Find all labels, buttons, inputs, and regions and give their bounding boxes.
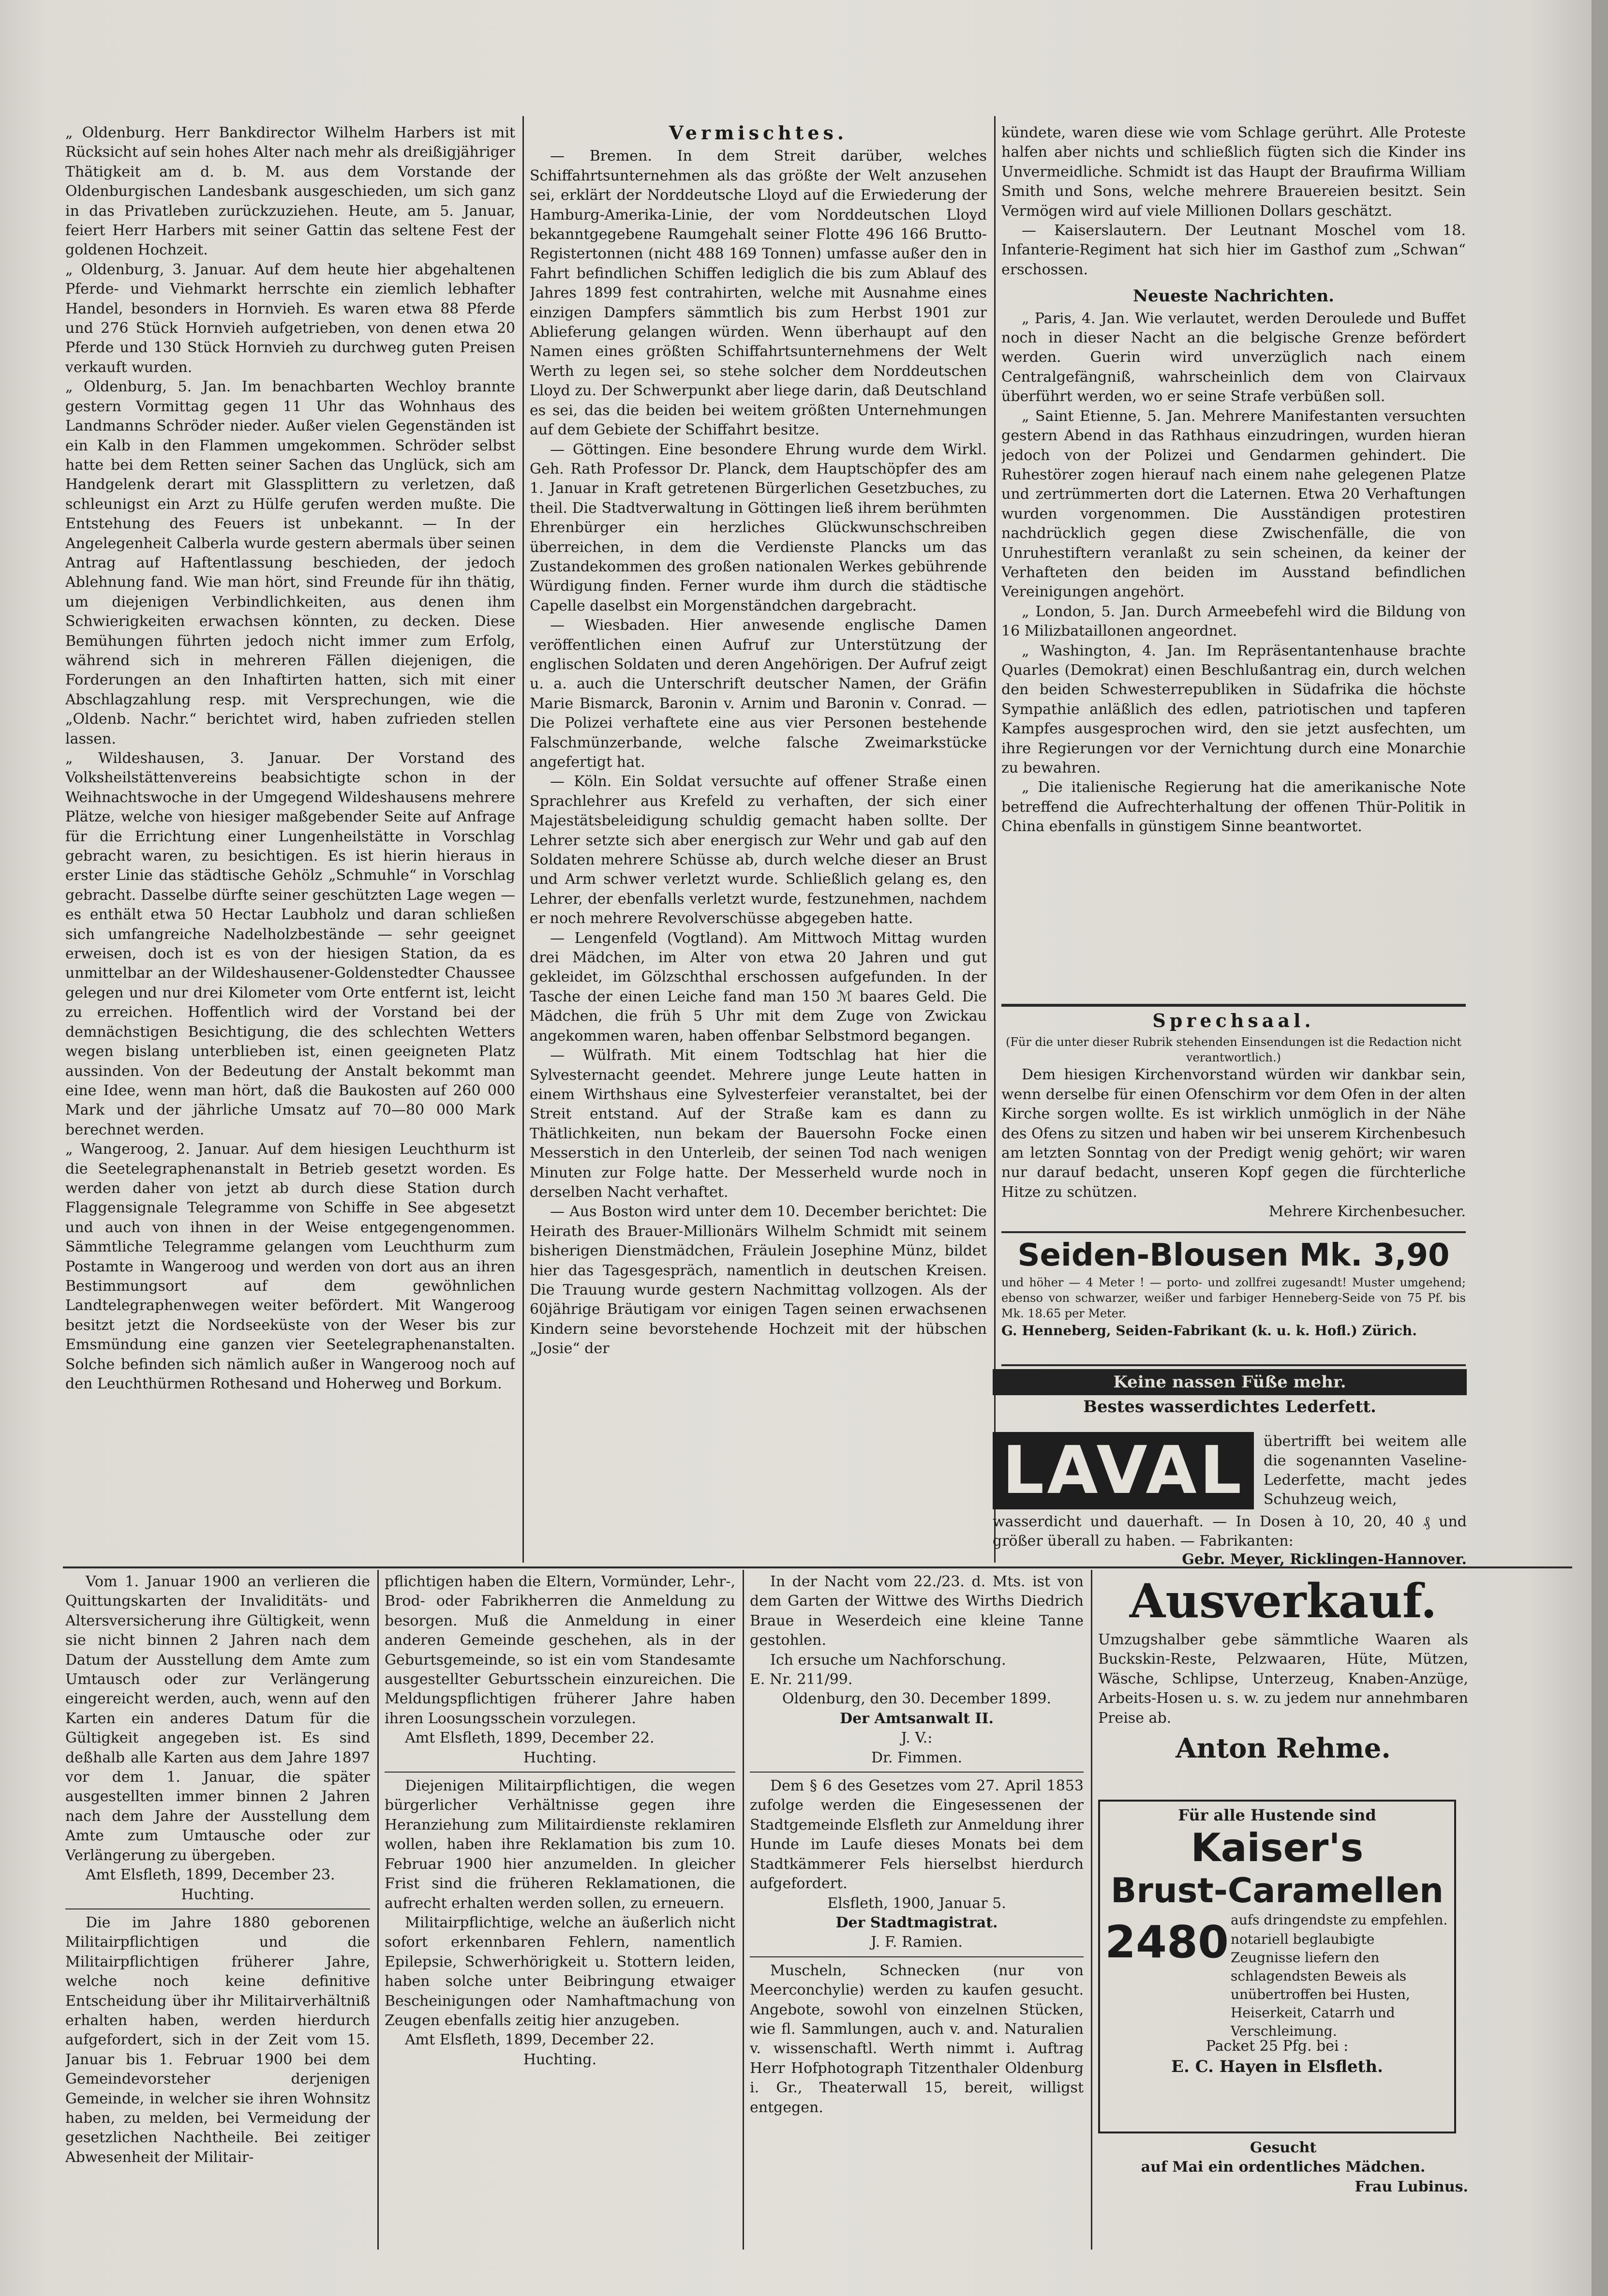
article-kaiserslautern: — Kaiserslautern. Der Leutnant Moschel vom 18. Infanterie-Regiment hat sich hier im Gasthof zum „Schwan“ erschossen.	[1001, 222, 1466, 278]
notice-signature: Huchting.	[523, 2051, 597, 2068]
column-rule	[522, 116, 524, 1563]
ad-kaisers-text: notariell beglaubigte Zeugnisse liefern den schlagendsten Beweis als unübertroffen bei Husten, Heiserkeit, Catarrh und Verschleimung.	[1231, 1931, 1410, 2039]
news-washington: „ Washington, 4. Jan. Im Repräsentantenhause brachte Quarles (Demokrat) einen Beschlußantrag ein, durch welchen den beiden Schwesterrepubliken in Südafrika die höchste Sympathie anläßlich des edlen, patriotischen und tapferen Kampfes ausgesprochen wird, den sie jetzt ausfechten, um ihre Regierungen vor der Vernichtung durch eine Monarchie zu bewahren.	[1001, 642, 1466, 776]
notice-rule	[385, 1772, 735, 1773]
notice-fehler: Militairpflichtige, welche an äußerlich nicht sofort erkennbaren Fehlern, namentlich Epilepsie, Schwerhörigkeit u. Stottern leiden, haben solche unter Beibringung etwaiger Bescheinigungen oder Namhaftmachung von Zeugen ebenfalls zeitig hier anzugeben.	[385, 1914, 735, 2029]
notice-rule	[750, 1772, 1084, 1773]
ad-ausverkauf-title: Ausverkauf.	[1129, 1574, 1437, 1628]
ad-seiden-firm: G. Henneberg, Seiden-Fabrikant (k. u. k. Hofl.) Zürich.	[1001, 1323, 1417, 1339]
notice-text: Vom 1. Januar 1900 an verlieren die Quittungskarten der Invaliditäts- und Altersversicherung ihre Gültigkeit, wenn sie nicht binnen 2 Jahren nach dem Datum der Ausstellung dem Amte zum Umtausch oder zur Verlängerung eingereicht werden, auch, wenn auf den Karten ein anderes Datum für die Gültigkeit angegeben ist. Es sind deßhalb alle Karten aus dem Jahre 1897 vor dem 1. Januar, die später ausgestellten immer binnen 2 Jahren nach dem Jahre der Ausstellung dem Amte zum Umtausche oder zur Verlängerung zu übergeben.	[65, 1573, 370, 1864]
column-local-news	[65, 123, 515, 1563]
ad-laval-text: wasserdicht und dauerhaft. — In Dosen à 10, 20, 40 ₰ und größer überall zu haben. — Fabrikanten:	[993, 1513, 1467, 1550]
ad-laval-logo: LAVAL	[1002, 1432, 1245, 1509]
notice-date: Oldenburg, den 30. December 1899.	[782, 1690, 1052, 1708]
notice-tanne-hunde	[750, 1572, 1084, 2250]
ad-kaisers-brand: Kaiser's	[1191, 1825, 1364, 1870]
ad-kaisers	[1098, 1800, 1456, 2133]
ad-laval-side-text: übertrifft bei weitem alle die sogenannten Vaseline-Lederfette, macht jedes Schuhzeug weich,	[1264, 1433, 1467, 1508]
notice-reklamation: Diejenigen Militairpflichtigen, die wegen bürgerlicher Verhältnisse gegen ihre Heranziehung zum Militairdienste reklamiren wollen, haben ihre Reklamation bis zum 10. Februar 1900 hier anzumelden. In gleicher Frist sind die früheren Reklamationen, die aufrecht erhalten werden sollen, zu erneuern.	[385, 1777, 735, 1912]
ad-ausverkauf-text: Umzugshalber gebe sämmtliche Waaren als Buckskin-Reste, Pelzwaaren, Hüte, Mützen, Wäsche, Schlipse, Unterzeug, Knaben-Anzüge, Arbeits-Hosen u. s. w. zu jedem nur annehmbaren Preise ab.	[1098, 1631, 1468, 1727]
section-title-vermischtes: Vermischtes.	[669, 123, 848, 144]
ad-kaisers-price: Packet 25 Pfg. bei :	[1206, 2038, 1349, 2055]
sprechsaal-signature: Mehrere Kirchenbesucher.	[1268, 1203, 1466, 1221]
notice-authority: Der Stadtmagistrat.	[835, 1914, 998, 1931]
notice-rule	[65, 1908, 370, 1909]
ad-laval-logo-box	[993, 1432, 1254, 1509]
article-wangeroog: „ Wangeroog, 2. Januar. Auf dem hiesigen Leuchthurm ist die Seetelegraphenanstalt in Betrieb gesetzt worden. Es werden daher von jetzt ab durch diese Station durch Flaggensignale Telegramme von Schiffe in See abgesetzt und auch von ihnen in der Weise entgegengenommen. Sämmtliche Telegramme gelangen vom Leuchthurm zum Postamte in Wangeroog und werden von dort aus an ihren Bestimmungsort auf dem gewöhnlichen Landtelegraphenwegen weiter befördert. Mit Wangeroog besitzt jetzt die Nordseeküste von der Weser bis zur Emsmündung eine ganzen vier Seetelegraphenanstalten. Solche befinden sich nämlich außer in Wangeroog noch auf den Leuchthürmen Rothesand und Hoherweg und Borkum.	[65, 1141, 515, 1392]
article-bremen: — Bremen. In dem Streit darüber, welches Schiffahrtsunternehmen als das größte der Welt anzusehen sei, erklärt der Norddeutsche Lloyd auf die Erwiederung der Hamburg-Amerika-Linie, der vom Norddeutschen Lloyd bekanntgegebene Raumgehalt seiner Flotte 496 166 Brutto-Registertonnen (nicht 488 169 Tonnen) umfasse außer den in Fahrt befindlichen Schiffen lediglich die bis zum Ablauf des Jahres 1899 fest contrahirten, welche mit Ausnahme eines einzigen Dampfers sämmtlich bis zum Herbst 1901 zur Ablieferung gelangen würden. Wenn überhaupt auf den Namen eines größten Schiffahrtsunternehmens der Welt Werth zu legen sei, so stehe solcher dem Norddeutschen Lloyd zu. Der Schwerpunkt aber liege darin, daß Deutschland es sei, das die beiden bei weitem größten Unternehmungen auf dem Gebiete der Schiffahrt besitze.	[530, 148, 987, 439]
article-oldenburg-brand: „ Oldenburg, 5. Jan. Im benachbarten Wechloy brannte gestern Vormittag gegen 11 Uhr das Wohnhaus des Landmanns Schröder nieder. Außer vielen Gegenständen ist ein Kalb in den Flammen umgekommen. Schröder selbst hatte bei dem Retten seiner Sachen das Unglück, sich am Handgelenk derart mit Glassplittern zu verletzen, daß schleunigst ein Arzt zu Hülfe gerufen werden mußte. Die Entstehung des Feuers ist unbekannt. — In der Angelegenheit Calberla wurde gestern abermals über seinen Antrag auf Haftentlassung beschieden, der jedoch Ablehnung fand. Wie man hört, sind Freunde für ihn thätig, um diejenigen Verbindlichkeiten, aus denen ihm Schwierigkeiten erwachsen könnten, zu decken. Diese Bemühungen führten jedoch nicht immer zum Erfolg, während sich in mehreren Fällen diejenigen, die Forderungen an den Inhaftirten hatten, sich mit einer Abschlagzahlung resp. mit Versprechungen, wie die „Oldenb. Nachr.“ berichtet wird, haben zufrieden stellen lassen.	[65, 378, 515, 747]
ad-gesucht-signature: Frau Lubinus.	[1355, 2178, 1468, 2195]
notice-militair-cont	[385, 1572, 735, 2250]
article-wildeshausen: „ Wildeshausen, 3. Januar. Der Vorstand des Volksheilstättenvereins beabsichtigte schon in der Weihnachtswoche in der Umgegend Wildeshausens mehrere Plätze, welche von hiesiger maßgebender Seite auf Anfrage für die Errichtung einer Lungenheilstätte in Vorschlag gebracht waren, zu besichtigen. Es ist hierin hieraus in erster Linie das städtische Gehölz „Schmuhle“ in Vorschlag gebracht. Dasselbe dürfte seiner geschützten Lage wegen — es enthält etwa 50 Hectar Laubholz und daran schließen sich umfangreiche Nadelholzbestände — sehr geeignet erweisen, doch ist es von der hiesigen Station, da es unmittelbar an der Wildeshausener-Goldenstedter Chaussee gelegen und nur drei Kilometer vom Orte entfernt ist, leicht zu erreichen. Hoffentlich wird der Vorstand bei der demnächstigen Besichtigung, die des schlechten Wetters wegen bislang unterblieben ist, einen geeigneten Platz aussinden. Von der Bedeutung der Anstalt bekommt man eine Idee, wenn man hört, daß die Baukosten auf 260 000 Mark und der jährliche Umsatz auf 70—80 000 Mark berechnet werden.	[65, 750, 515, 1138]
news-italien: „ Die italienische Regierung hat die amerikanische Note betreffend die Aufrechterhaltung der offenen Thür-Politik in China ebenfalls in günstigem Sinne beantwortet.	[1001, 779, 1466, 835]
ad-laval-banner: Keine nassen Füße mehr.	[993, 1369, 1467, 1395]
page-edge	[1592, 0, 1608, 2296]
notice-authority: Der Amtsanwalt II.	[840, 1710, 994, 1727]
article-oldenburg-viehmarkt: „ Oldenburg, 3. Januar. Auf dem heute hier abgehaltenen Pferde- und Viehmarkt herrschte ein ziemlich lebhafter Handel, besonders in Hornvieh. Es waren etwa 88 Pferde und 276 Stück Hornvieh aufgetrieben, von denen etwa 20 Pferde und 130 Stück Hornvieh zu durchweg guten Preisen verkauft wurden.	[65, 261, 515, 376]
notice-date: Elsfleth, 1900, Januar 5.	[827, 1894, 1006, 1912]
ad-gesucht-title: Gesucht	[1250, 2139, 1317, 2156]
news-london: „ London, 5. Jan. Durch Armeebefehl wird die Bildung von 16 Milizbataillonen angeordnet.	[1001, 603, 1466, 640]
notice-rule	[750, 1956, 1084, 1957]
notice-jv: J. V.:	[901, 1729, 933, 1747]
article-goettingen: — Göttingen. Eine besondere Ehrung wurde dem Wirkl. Geh. Rath Professor Dr. Planck, dem Hauptschöpfer des am 1. Januar in Kraft getretenen Bürgerlichen Gesetzbuches, zu theil. Die Stadtverwaltung in Göttingen ließ ihrem berühmten Ehrenbürger ein herzliches Glückwunschschreiben überreichen, in dem die Verdienste Plancks um das Zustandekommen des großen nationalen Werkes gebührende Würdigung finden. Ferner wurde ihm durch die städtische Capelle daselbst ein Morgenständchen dargebracht.	[530, 441, 987, 614]
notice-hunde: Dem § 6 des Gesetzes vom 27. April 1853 zufolge werden die Eingesessenen der Stadtgemeinde Elsfleth zur Anmeldung ihrer Hunde im Laufe dieses Monats bei dem Stadtkämmerer Fels hierselbst hierdurch aufgefordert.	[750, 1777, 1084, 1893]
ad-kaisers-top: Für alle Hustende sind	[1178, 1806, 1376, 1824]
ad-gesucht-text: auf Mai ein ordentliches Mädchen.	[1141, 2159, 1426, 2176]
article-wiesbaden: — Wiesbaden. Hier anwesende englische Damen veröffentlichen einen Aufruf zur Unterstützung der englischen Soldaten und deren Angehörigen. Der Aufruf zeigt u. a. auch die Unterschrift deutscher Namen, der Gräfin Marie Bismarck, Baronin v. Arnim und Baronin v. Conrad. — Die Polizei verhaftete eine aus vier Personen bestehende Falschmünzerbande, welche falsche Zweimarkstücke angefertigt hat.	[530, 617, 987, 771]
ad-muscheln: Muscheln, Schnecken (nur von Meerconchylie) werden zu kaufen gesucht. Angebote, sowohl von einzelnen Stücken, wie fl. Sammlungen, auch v. and. Naturalien v. wissenschaftl. Werth nimmt i. Auftrag Herr Hofphotograph Titzenthaler Oldenburg i. Gr., Theaterwall 15, bereit, willigst entgegen.	[750, 1962, 1084, 2116]
ad-gesucht	[1098, 2138, 1468, 2235]
section-rule	[1001, 1231, 1466, 1233]
article-wuelfrath: — Wülfrath. Mit einem Todtschlag hat hier die Sylvesternacht geendet. Mehrere junge Leute hatten in einem Wirthshaus eine Sylvesterfeier veranstaltet, bei der Streit entstand. Auf der Straße kam es dann zu Thätlichkeiten, nun bekam der Bauersohn Focke einen Messerstich in den Unterleib, der seinen Tod nach wenigen Minuten zur Folge hatte. Der Messerheld wurde noch in derselben Nacht verhaftet.	[530, 1047, 987, 1201]
notice-number: E. Nr. 211/99.	[750, 1671, 853, 1688]
notice-signature: J. F. Ramien.	[871, 1934, 963, 1951]
column-vermischtes	[530, 123, 987, 1563]
ad-ausverkauf	[1098, 1572, 1468, 1795]
notice-signature: Huchting.	[523, 1749, 597, 1766]
article-koeln: — Köln. Ein Soldat versuchte auf offener Straße einen Sprachlehrer aus Krefeld zu verhaften, der sich einer Majestätsbeleidigung schuldig gemacht haben sollte. Der Lehrer setzte sich aber energisch zur Wehr und gab auf den Soldaten mehrere Schüsse ab, durch welche dieser an Brust und Arm schwer verletzt wurde. Schließlich gelang es, den Lehrer, der ebenfalls verletzt wurde, festzunehmen, nachdem er noch mehrere Revolverschüsse abgegeben hatte.	[530, 773, 987, 927]
section-title-sprechsaal: Sprechsaal.	[1152, 1011, 1315, 1031]
ad-ausverkauf-firm: Anton Rehme.	[1176, 1732, 1391, 1765]
ad-kaisers-firm: E. C. Hayen in Elsfleth.	[1171, 2057, 1383, 2076]
news-saint-etienne: „ Saint Etienne, 5. Jan. Mehrere Manifestanten versuchten gestern Abend in das Rathhaus einzudringen, wurden hieran jedoch von der Polizei und Gendarmen gehindert. Die Ruhestörer zogen hierauf nach einem nahe gelegenen Platze und zertrümmerten dort die Laternen. Etwa 20 Verhaftungen wurden vorgenommen. Die Ausständigen protestiren nachdrücklich gegen diese Zwischenfälle, die von Unruhestiftern veranlaßt zu sein scheinen, da keiner der Verhafteten den beiden im Ausstand befindlichen Vereinigungen angehört.	[1001, 407, 1466, 601]
column-rule	[1091, 1570, 1092, 2250]
column-rule	[377, 1570, 379, 2250]
notice-quittungskarten	[65, 1572, 370, 2250]
sprechsaal	[1001, 1011, 1466, 1238]
sprechsaal-text: Dem hiesigen Kirchenvorstand würden wir dankbar sein, wenn derselbe für einen Ofenschirm vor dem Ofen in der alten Kirche sorgen wollte. Es ist wirklich unmöglich in der Nähe des Ofens zu sitzen und haben wir bei unserem Kirchenbesuch am letzten Sonntag von der Predigt wenig gehört; wir waren nur darauf bedacht, unseren Kopf gegen die fürchterliche Hitze zu schützen.	[1001, 1066, 1466, 1201]
ad-seiden-blousen	[1001, 1236, 1466, 1367]
section-title-neueste: Neueste Nachrichten.	[1132, 286, 1335, 306]
ad-laval-firm: Gebr. Meyer, Ricklingen-Hannover.	[1182, 1551, 1467, 1567]
notice-date: Amt Elsfleth, 1899, December 22.	[405, 1729, 655, 1747]
column-news	[1001, 123, 1466, 994]
article-boston: — Aus Boston wird unter dem 10. December berichtet: Die Heirath des Brauer-Millionärs Wilhelm Schmidt mit seinem bisherigen Dienstmädchen, Fräulein Josephine Münz, bildet hier das Tagesgespräch, namentlich in deutschen Kreisen. Die Trauung wurde gestern Nachmittag vollzogen. Als der 60jährige Bräutigam vor einigen Tagen seinen erwachsenen Kindern seine bevorstehende Hochzeit mit der hübschen „Josie“ der	[530, 1203, 987, 1357]
article-boston-cont: kündete, waren diese wie vom Schlage gerührt. Alle Proteste halfen aber nichts und schließlich fügten sich die Kinder ins Unvermeidliche. Schmidt ist das Haupt der Braufirma William Smith und Sons, welche mehrere Brauereien besitzt. Sein Vermögen wird auf viele Millionen Dollars geschätzt.	[1001, 124, 1466, 220]
article-lengenfeld: — Lengenfeld (Vogtland). Am Mittwoch Mittag wurden drei Mädchen, im Alter von etwa 20 Jahren und gut gekleidet, im Gölzschthal erschossen aufgefunden. In der Tasche der einen Leiche fand man 150 ℳ baares Geld. Die Mädchen, die früh 5 Uhr mit dem Zuge von Zwickau angekommen waren, haben offenbar Selbstmord begangen.	[530, 929, 987, 1044]
news-paris: „ Paris, 4. Jan. Wie verlautet, werden Deroulede und Buffet noch in dieser Nacht an die belgische Grenze befördert werden. Guerin wird unverzüglich nach einem Centralgefängniß, wahrscheinlich dem von Clairvaux überführt werden, wo er seine Strafe verbüßen soll.	[1001, 310, 1466, 405]
ad-kaisers-product: Brust-Caramellen	[1111, 1871, 1444, 1910]
ad-kaisers-recommend: aufs dringendste zu empfehlen.	[1231, 1912, 1448, 1928]
notice-militair: Die im Jahre 1880 geborenen Militairpflichtigen und die Militairpflichtigen früherer Jahre, welche noch keine definitive Entscheidung über ihr Militairverhältniß erhalten haben, werden hierdurch aufgefordert, sich in der Zeit vom 15. Januar bis 1. Februar 1900 bei dem Gemeindevorsteher derjenigen Gemeinde, in welcher sie ihren Wohnsitz haben, zu melden, bei Vermeidung der gesetzlichen Nachtheile. Bei zeitiger Abwesenheit der Militair-	[65, 1914, 370, 2166]
section-rule	[1001, 1004, 1466, 1007]
ad-kaisers-number: 2480	[1105, 1916, 1229, 1968]
section-rule	[1001, 1364, 1466, 1366]
notice-date: Amt Elsfleth, 1899, December 22.	[405, 2031, 655, 2049]
notice-text: pflichtigen haben die Eltern, Vormünder, Lehr-, Brod- oder Fabrikherren die Anmeldung zu besorgen. Muß die Anmeldung in einer anderen Gemeinde geschehen, als in der Geburtsgemeinde, so ist ein vom Standesamte ausgestellter Geburtsschein einzureichen. Die Meldungspflichtigen früherer Jahre haben ihren Loosungsschein vorzulegen.	[385, 1573, 735, 1727]
notice-signature: Dr. Fimmen.	[871, 1749, 963, 1766]
sprechsaal-note: (Für die unter dieser Rubrik stehenden Einsendungen ist die Redaction nicht verantwortlich.)	[1006, 1035, 1461, 1065]
notice-nachforschung: Ich ersuche um Nachforschung.	[770, 1651, 1006, 1669]
column-rule	[994, 116, 996, 1563]
ad-seiden-text: und höher — 4 Meter ! — porto- und zollfrei zugesandt! Muster umgehend; ebenso von schwarzer, weißer und farbiger Henneberg-Seide von 75 Pf. bis Mk. 18.65 per Meter.	[1001, 1276, 1466, 1320]
notice-date: Amt Elsfleth, 1899, December 23.	[86, 1866, 335, 1884]
column-rule	[743, 1570, 744, 2250]
ad-laval-subline: Bestes wasserdichtes Lederfett.	[1083, 1397, 1376, 1416]
ad-seiden-headline: Seiden-Blousen Mk. 3,90	[1017, 1237, 1450, 1273]
notice-tanne: In der Nacht vom 22./23. d. Mts. ist von dem Garten der Wittwe des Wirths Diedrich Braue in Weserdeich eine kleine Tanne gestohlen.	[750, 1573, 1084, 1649]
article-oldenburg-harbers: „ Oldenburg. Herr Bankdirector Wilhelm Harbers ist mit Rücksicht auf sein hohes Alter nach mehr als dreißigjähriger Thätigkeit am d. b. M. aus dem Vorstande der Oldenburgischen Landesbank ausgeschieden, um sich ganz in das Privatleben zurückzuziehen. Heute, am 5. Januar, feiert Herr Harbers mit seiner Gattin das seltene Fest der goldenen Hochzeit.	[65, 124, 515, 259]
notice-signature: Huchting.	[181, 1886, 254, 1903]
